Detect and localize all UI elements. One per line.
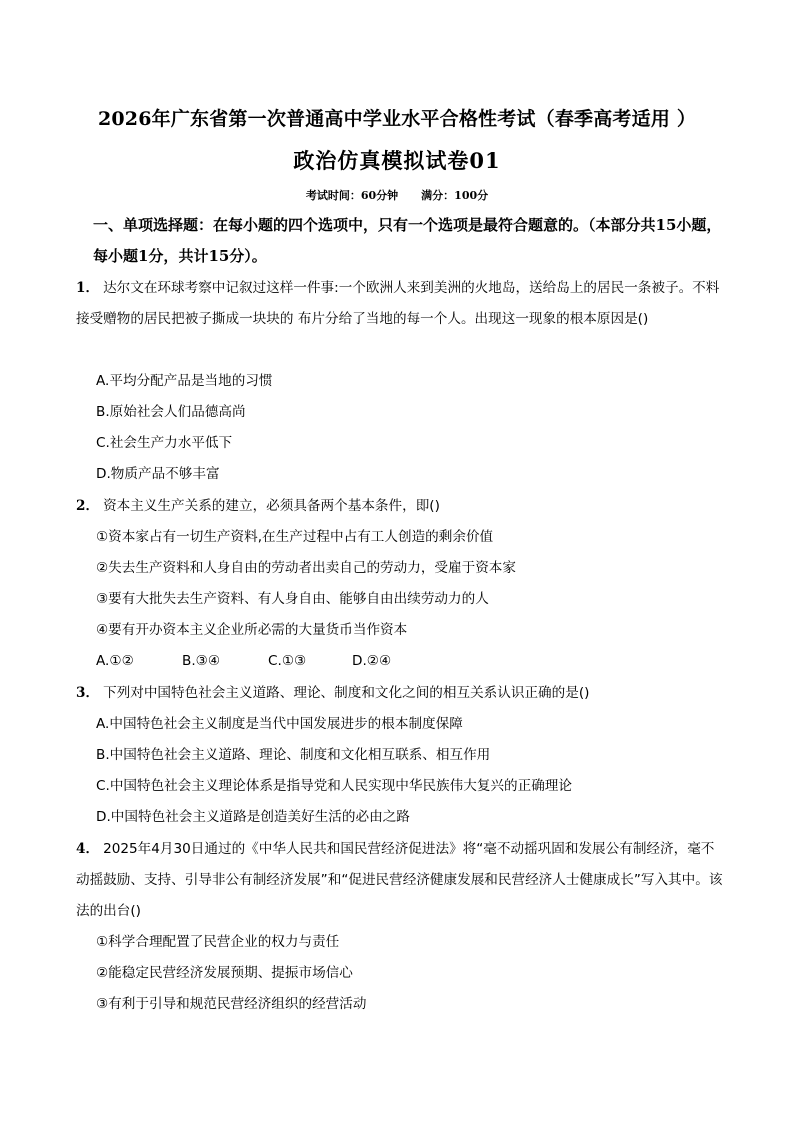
exam-subtitle: 政治仿真模拟试卷01 xyxy=(293,148,501,173)
question-stem: 2025年4月30日通过的《中华人民共和国民营经济促进法》将“毫不动摇巩固和发展公有制经济，毫不动摇鼓励、支持、引导非公有制经济发展”和“促进民营经济健康发展和民营经济人士健康成长”写入其中。该法的出台() xyxy=(76,841,723,919)
statement-4: ④要有开办资本主义企业所必需的大量货币当作资本 xyxy=(96,622,408,638)
question-1 xyxy=(76,273,726,335)
option-a: A.中国特色社会主义制度是当代中国发展进步的根本制度保障 xyxy=(96,716,463,732)
statement-2: ②失去生产资料和人身自由的劳动者出卖自己的劳动力，受雇于资本家 xyxy=(96,560,516,576)
question-stem: 下列对中国特色社会主义道路、理论、制度和文化之间的相互关系认识正确的是() xyxy=(103,685,590,701)
option-b: B.原始社会人们品德高尚 xyxy=(96,404,246,420)
exam-meta: 考试时间：60分钟 满分：100分 xyxy=(305,189,489,202)
question-2 xyxy=(76,491,726,522)
statement-1: ①科学合理配置了民营企业的权力与责任 xyxy=(96,934,340,950)
option-b: B.③④ xyxy=(182,653,221,669)
statement-2: ②能稳定民营经济发展预期、提振市场信心 xyxy=(96,965,353,981)
exam-title: 2026年广东省第一次普通高中学业水平合格性考试（春季高考适用 ） xyxy=(97,108,697,130)
question-number: 4． xyxy=(76,841,100,857)
option-d: D.中国特色社会主义道路是创造美好生活的必由之路 xyxy=(96,809,410,825)
option-b: B.中国特色社会主义道路、理论、制度和文化相互联系、相互作用 xyxy=(96,747,491,763)
section-heading: 一、单项选择题：在每小题的四个选项中，只有一个选项是最符合题意的。（本部分共15小题，每小题1分，共计15分）。 xyxy=(93,216,722,265)
options-row xyxy=(96,646,726,677)
option-d: D.物质产品不够丰富 xyxy=(96,466,220,482)
question-4 xyxy=(76,834,726,927)
option-a: A.①② xyxy=(96,653,134,669)
question-number: 2． xyxy=(76,498,100,514)
question-3 xyxy=(76,678,726,709)
option-d: D.②④ xyxy=(352,653,392,669)
option-c: C.社会生产力水平低下 xyxy=(96,435,233,451)
option-c: C.中国特色社会主义理论体系是指导党和人民实现中华民族伟大复兴的正确理论 xyxy=(96,778,572,794)
statement-3: ③有利于引导和规范民营经济组织的经营活动 xyxy=(96,996,367,1012)
question-number: 3． xyxy=(76,685,100,701)
option-c: C.①③ xyxy=(268,653,307,669)
question-stem: 资本主义生产关系的建立，必须具备两个基本条件，即() xyxy=(103,498,440,514)
question-stem: 达尔文在环球考察中记叙过这样一件事:一个欧洲人来到美洲的火地岛，送给岛上的居民一条被子。不料接受赠物的居民把被子撕成一块块的 布片分给了当地的每一个人。出现这一现象的根本原因是() xyxy=(76,280,720,327)
statement-1: ①资本家占有一切生产资料,在生产过程中占有工人创造的剩余价值 xyxy=(96,529,494,545)
statement-3: ③要有大批失去生产资料、有人身自由、能够自由出续劳动力的人 xyxy=(96,591,489,607)
option-a: A.平均分配产品是当地的习惯 xyxy=(96,373,273,389)
question-number: 1． xyxy=(76,280,100,296)
